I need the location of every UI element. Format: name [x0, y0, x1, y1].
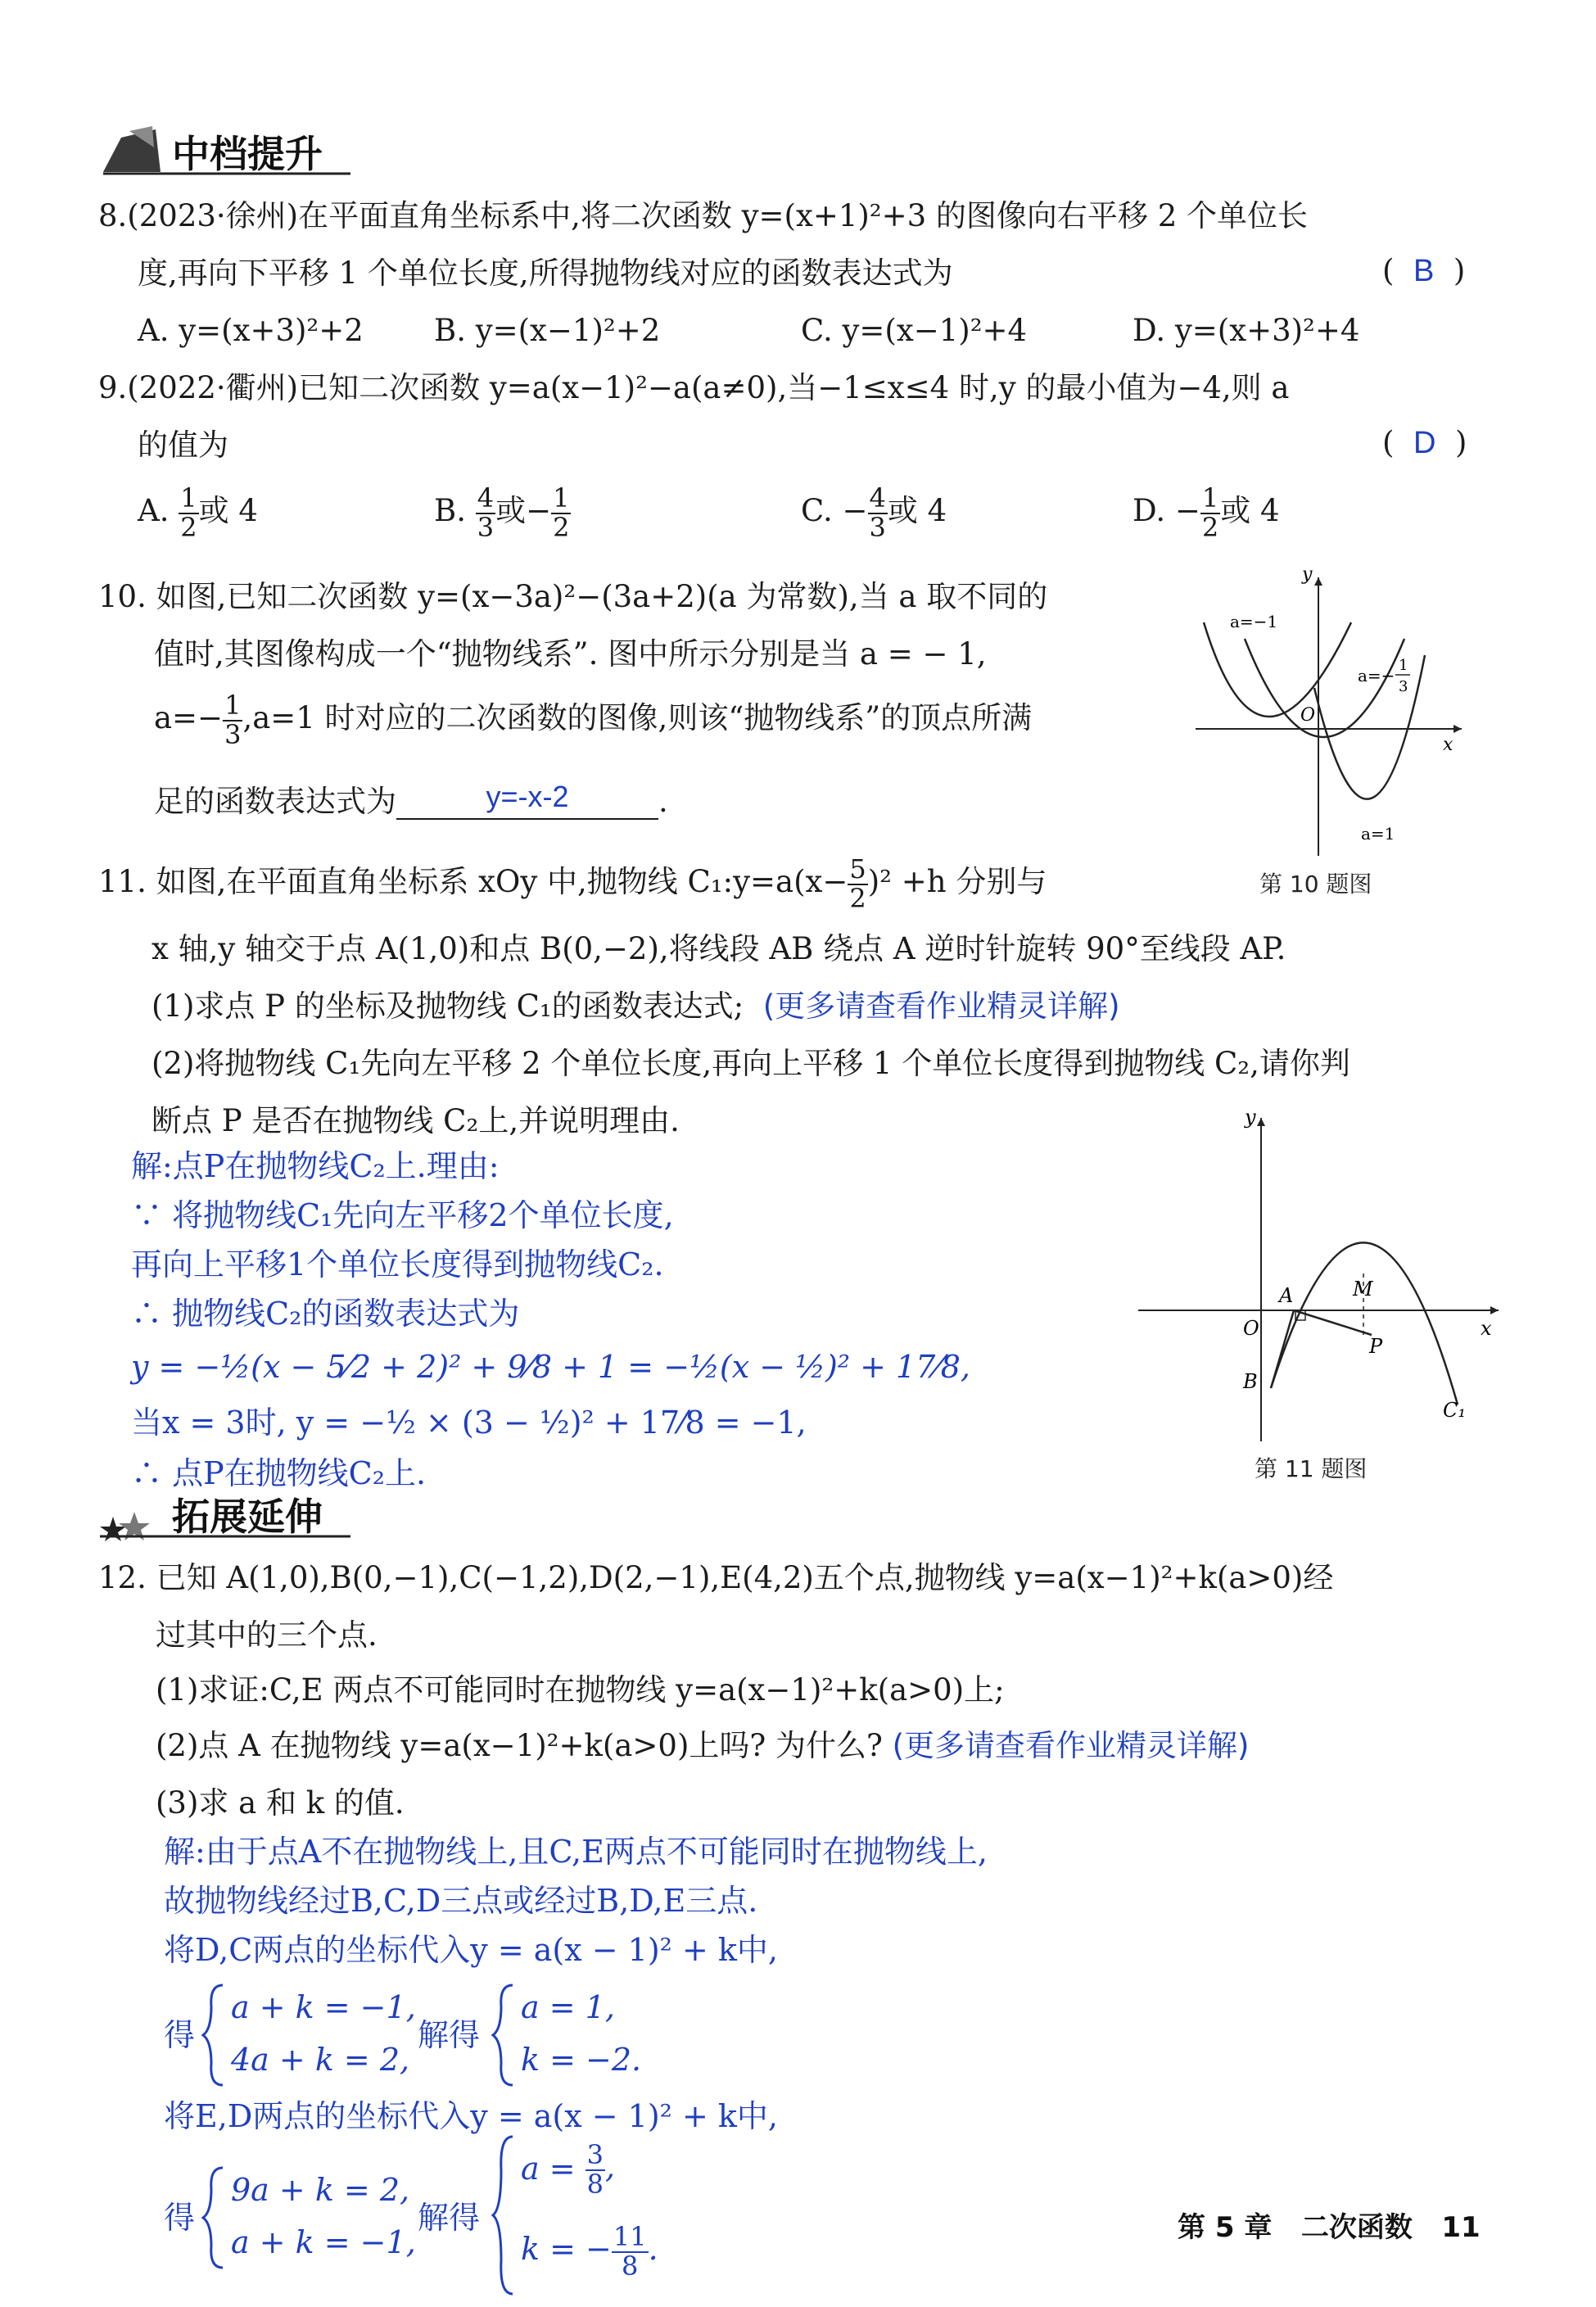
q11-line1-pre: 11. 如图,在平面直角坐标系 xOy 中,抛物线 C₁:y=a(x− [98, 864, 848, 900]
frac-num: 3 [586, 2139, 604, 2170]
q9-answer: D [1413, 426, 1436, 460]
q9-opt-c-frac [868, 482, 888, 543]
q9-line2: 的值为 [138, 427, 228, 463]
q8-option-b: B. y=(x−1)²+2 [434, 313, 661, 348]
frac-num: 4 [869, 482, 886, 513]
label-m: M [1353, 1278, 1373, 1301]
q12-sol-2: 故抛物线经过B,C,D三点或经过B,D,E三点. [164, 1883, 758, 1919]
q12-line1: 12. 已知 A(1,0),B(0,−1),C(−1,2),D(2,−1),E(4,2)五个点,抛物线 y=a(x−1)²+k(a>0)经 [98, 1560, 1334, 1595]
q12-sys1 [164, 1982, 737, 2088]
q10-line1: 10. 如图,已知二次函数 y=(x−3a)²−(3a+2)(a 为常数),当 a 取不同的 [98, 579, 1048, 614]
sys2-r2-pre: k = − [521, 2231, 612, 2268]
q12-sol-4: 将E,D两点的坐标代入y = a(x − 1)² + k中, [164, 2098, 778, 2134]
q9-opt-a-tail: 或 4 [198, 493, 258, 529]
sys2-eq2: a + k = −1, [231, 2224, 416, 2260]
q12-part2-text: (2)点 A 在抛物线 y=a(x−1)²+k(a>0)上吗? 为什么? [156, 1728, 883, 1763]
q10-line4-end: . [658, 784, 668, 819]
q8-option-c: C. y=(x−1)²+4 [801, 313, 1028, 348]
q8-answer-box: ( B ) [1382, 253, 1466, 288]
label-y: y [1245, 1106, 1256, 1129]
q10-line4-text: 足的函数表达式为 [154, 784, 396, 819]
sys2-r2-post: . [648, 2231, 658, 2268]
q11-sol-4: ∴ 抛物线C₂的函数表达式为 [131, 1296, 520, 1332]
sys2-r1-post: , [605, 2149, 616, 2186]
sys2-r1-frac [586, 2139, 605, 2200]
section-header-extend [97, 1484, 359, 1541]
frac-num: 1 [553, 482, 570, 513]
frac-den: 8 [586, 2168, 604, 2200]
sys2-eq1: 9a + k = 2, [231, 2172, 410, 2208]
label-a-minus-third: a=− [1358, 666, 1395, 685]
sys1-solve: 解得 [418, 2017, 481, 2053]
q11-sol-end: ∴ 点P在抛物线C₂上. [131, 1455, 427, 1491]
q9-opt-c-tail: 或 4 [887, 493, 947, 529]
q9-option-a [138, 482, 258, 543]
page-footer [1178, 2205, 1481, 2245]
left-brace-icon [491, 1982, 516, 2088]
q12-sol-3: 将D,C两点的坐标代入y = a(x − 1)² + k中, [164, 1932, 778, 1968]
q11-part1 [151, 988, 1120, 1024]
frac-num: 1 [1201, 482, 1219, 513]
q11-part2-line2: 断点 P 是否在抛物线 C₂上,并说明理由. [151, 1103, 680, 1138]
footer-page-number: 11 [1441, 2211, 1481, 2244]
q9-opt-a-label: A. [138, 493, 170, 529]
sys1-r1: a = 1, [521, 1989, 615, 2025]
sys1-de: 得 [164, 2017, 196, 2053]
label-a1: a=1 [1361, 824, 1395, 844]
sys1-eq2: 4a + k = 2, [231, 2042, 410, 2078]
q11-graph [1138, 1106, 1515, 1458]
label-p: P [1369, 1335, 1383, 1358]
frac-num: 1 [224, 690, 242, 721]
label-o: O [1243, 1317, 1259, 1340]
q11-line1-post: )² +h 分别与 [867, 864, 1047, 900]
frac-den: 2 [553, 511, 570, 543]
q11-sol-eq2: 当x = 3时, y = −½ × (3 − ½)² + 17⁄8 = −1, [131, 1405, 807, 1441]
q10-line2: 值时,其图像构成一个“抛物线系”. 图中所示分别是当 a = − 1, [154, 636, 987, 672]
q10-line3-post: ,a=1 时对应的二次函数的图像,则该“抛物线系”的顶点所满 [242, 700, 1033, 736]
frac-den: 3 [477, 511, 495, 543]
footer-chapter: 第 5 章 [1178, 2211, 1273, 2244]
q11-part2-line1: (2)将抛物线 C₁先向左平移 2 个单位长度,再向上平移 1 个单位长度得到抛物线 C₂,请你判 [151, 1046, 1350, 1081]
q12-sol-1: 解:由于点A不在抛物线上,且C,E两点不可能同时在抛物线上, [164, 1834, 988, 1870]
q11-sol-2: ∵ 将抛物线C₁先向左平移2个单位长度, [131, 1197, 674, 1233]
section-header-mid [97, 115, 359, 180]
q8-option-d: D. y=(x+3)²+4 [1133, 313, 1360, 348]
segment-ab [1271, 1310, 1294, 1388]
sys2-r2-frac [612, 2223, 649, 2280]
frac-den: 2 [849, 882, 866, 914]
frac-den: 2 [1201, 511, 1219, 543]
parabola-c1 [1271, 1242, 1458, 1405]
q9-opt-b-frac [476, 482, 495, 543]
frac-den: 8 [622, 2250, 639, 2282]
frac-num: 11 [613, 2221, 647, 2252]
curve-a-minus-third [1245, 639, 1404, 737]
y-axis-arrow-icon [1314, 577, 1322, 586]
q12-line2: 过其中的三个点. [156, 1617, 378, 1653]
q10-line3-pre: a=− [154, 700, 224, 736]
q11-part1-text: (1)求点 P 的坐标及抛物线 C₁的函数表达式; [151, 988, 744, 1024]
label-a-minus1: a=−1 [1230, 612, 1278, 631]
sys2-r1-pre: a = [521, 2151, 576, 2187]
q9-opt-c-label: C. − [801, 493, 868, 529]
q12-part2-more-link[interactable]: (更多请查看作业精灵详解) [892, 1728, 1250, 1763]
q9-opt-d-frac [1200, 482, 1220, 543]
label-a-frac-den: 3 [1399, 678, 1408, 695]
x-axis-arrow-icon [1490, 1306, 1499, 1314]
y-axis-arrow-icon [1257, 1118, 1265, 1126]
q9-option-b [434, 482, 571, 543]
frac-den: 3 [224, 718, 242, 750]
q9-option-c [801, 482, 947, 543]
sys2-r1 [521, 2139, 616, 2200]
frac-den: 2 [180, 511, 197, 543]
q8-line1: 8.(2023·徐州)在平面直角坐标系中,将二次函数 y=(x+1)²+3 的图像向右平移 2 个单位长 [98, 198, 1308, 233]
q10-graph [1179, 565, 1474, 893]
left-brace-icon [201, 2165, 226, 2271]
frac-den: 3 [869, 511, 886, 543]
label-b: B [1243, 1370, 1258, 1393]
left-brace-icon [491, 2133, 516, 2297]
section-title: 中档提升 [172, 132, 323, 176]
q11-sol-1: 解:点P在抛物线C₂上.理由: [131, 1148, 500, 1184]
footer-title: 二次函数 [1300, 2211, 1413, 2244]
q11-line1 [98, 853, 1047, 914]
label-a-frac-num: 1 [1399, 657, 1408, 674]
q8-answer: B [1413, 254, 1435, 288]
q10-caption: 第 10 题图 [1259, 871, 1372, 898]
q10-line4 [154, 780, 668, 819]
q9-opt-d-label: D. − [1133, 493, 1200, 529]
sys2-solve: 解得 [418, 2200, 481, 2236]
q9-answer-box: ( D ) [1382, 425, 1467, 460]
q11-line2: x 轴,y 轴交于点 A(1,0)和点 B(0,−2),将线段 AB 绕点 A 逆时针旋转 90°至线段 AP. [151, 931, 1286, 966]
q11-figure [1138, 1106, 1515, 1458]
q9-opt-b-label: B. [434, 493, 466, 529]
q11-line1-frac [848, 853, 867, 914]
q11-sol-3: 再向上平移1个单位长度得到抛物线C₂. [131, 1246, 664, 1282]
q8-line2: 度,再向下平移 1 个单位长度,所得抛物线对应的函数表达式为 [138, 256, 953, 291]
q9-opt-b-frac2 [551, 482, 571, 543]
x-axis-arrow-icon [1454, 725, 1462, 733]
q12-part1: (1)求证:C,E 两点不可能同时在抛物线 y=a(x−1)²+k(a>0)上; [156, 1672, 1005, 1708]
frac-num: 4 [477, 482, 495, 513]
q9-opt-a-frac [179, 482, 198, 543]
label-c1: C₁ [1443, 1399, 1466, 1422]
q11-sol-eq1: y = −½(x − 5⁄2 + 2)² + 9⁄8 + 1 = −½(x − ½)² + 17⁄8, [131, 1349, 970, 1385]
sys1-r2: k = −2. [521, 2042, 642, 2078]
q10-line3-frac [223, 692, 242, 749]
sys2-r2 [521, 2223, 658, 2280]
label-y: y [1302, 565, 1313, 585]
label-a: A [1279, 1284, 1294, 1307]
left-brace-icon [201, 1982, 226, 2088]
q9-option-d [1133, 482, 1280, 543]
q11-caption: 第 11 题图 [1255, 1455, 1368, 1482]
q10-line3 [154, 692, 1032, 749]
section-title: 拓展延伸 [172, 1495, 323, 1539]
label-x: x [1443, 735, 1454, 755]
q10-answer: y=-x-2 [486, 780, 569, 813]
q10-figure [1179, 565, 1474, 893]
q12-part3: (3)求 a 和 k 的值. [156, 1785, 405, 1821]
q12-sys2 [164, 2133, 737, 2297]
label-o: O [1300, 705, 1316, 726]
q9-line1: 9.(2022·衢州)已知二次函数 y=a(x−1)²−a(a≠0),当−1≤x≤4 时,y 的最小值为−4,则 a [98, 370, 1290, 405]
sys1-eq1: a + k = −1, [231, 1989, 416, 2025]
frac-num: 1 [180, 482, 197, 513]
label-x: x [1481, 1317, 1492, 1340]
q12-part2 [156, 1730, 1249, 1761]
sys2-de: 得 [164, 2200, 196, 2236]
q9-opt-b-mid: 或− [495, 493, 552, 529]
q10-answer-blank [396, 780, 658, 820]
q11-part1-more-link[interactable]: (更多请查看作业精灵详解) [762, 988, 1120, 1024]
q9-opt-d-tail: 或 4 [1220, 493, 1280, 529]
q8-option-a: A. y=(x+3)²+2 [138, 313, 364, 348]
frac-num: 5 [849, 853, 866, 884]
